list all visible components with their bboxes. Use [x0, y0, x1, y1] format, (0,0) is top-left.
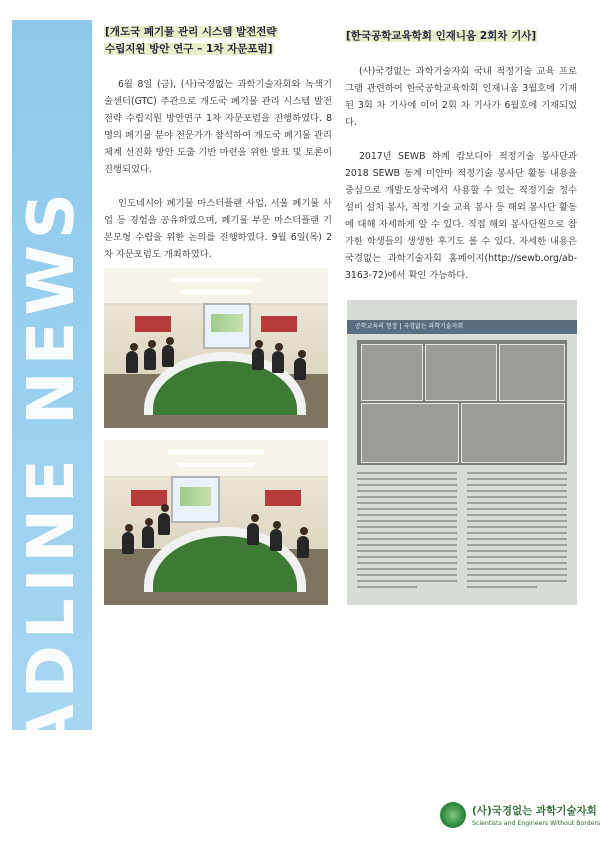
right-article-title: [한국공학교육학회 인재니움 2회차 기사] — [346, 30, 537, 42]
forum-photo-1 — [104, 268, 328, 428]
left-title-line2: 수립지원 방안 연구 – 1차 자문포럼] — [105, 43, 273, 55]
left-article-paragraph-1: 6월 8일 (금), (사)국경없는 과학기술자회와 녹색기술센터(GTC) 주관으로 개도국 폐기물 관리 시스템 발전전략 수립지원 방안연구 1차 자문포럼을 진행하였다. 8명의 폐기물 분야 전문가가 참석하여 개도국 폐기물 관리체계 선진화 방안 도출 기반 마련을 위한 발표 및 토론이 진행되었다. — [104, 79, 332, 175]
sewb-logo-icon — [440, 802, 466, 828]
left-article-paragraph-2: 인도네시아 폐기물 마스터플랜 사업, 서울 폐기물 사업 등 경험을 공유하였으며, 폐기물 부문 마스터플랜 기본모형 수립을 위한 논의를 진행하였다. 9월 6일(목) 2차 자문포럼도 개최하였다. — [104, 198, 332, 260]
right-article — [345, 24, 577, 284]
right-article-paragraph-2: 2017년 SEWB 하계 캄보디아 적정기술 봉사단과 2018 SEWB 동계 미얀마 적정기술 봉사단 활동 내용을 중심으로 개발도상국에서 사용할 수 있는 적정기술 정수 설비 설치 봉사, 적정 기술 교육 봉사 등 해외 봉사단 활동에 대해 자세하게 알 수 있다. 직접 해외 봉사단원으로 참가한 학생들의 생생한 후기도 볼 수 있다. 자세한 내용은 국경없는 과학기술자회 홈페이지(http://sewb.org/ab-3163-72)에서 확인 가능하다. — [345, 151, 577, 281]
magazine-clipping-image — [347, 300, 577, 605]
logo-korean-name: (사)국경없는 과학기술자회 — [472, 805, 597, 817]
logo-english-name: Scientists and Engineers Without Borders — [472, 820, 600, 827]
left-article — [104, 24, 332, 263]
forum-photo-2 — [104, 440, 328, 605]
sewb-logo — [440, 800, 600, 834]
right-article-paragraph-1: (사)국경없는 과학기술자회 국내 적정기술 교육 프로그램 관련하여 한국공학교육학회 인재니움 3월호에 기재된 3회 차 기사에 이어 2회 차 기사가 6월호에 기재되었다. — [345, 66, 577, 128]
left-article-title — [104, 24, 278, 58]
clipping-header: 공학교육의 현장 | 국경없는 과학기술자회 — [355, 323, 464, 330]
headline-news-sidebar — [12, 20, 92, 863]
headline-news-label: HEADLINE NEWS — [15, 186, 89, 863]
left-title-line1: [개도국 폐기물 관리 시스템 발전전략 — [105, 26, 277, 38]
